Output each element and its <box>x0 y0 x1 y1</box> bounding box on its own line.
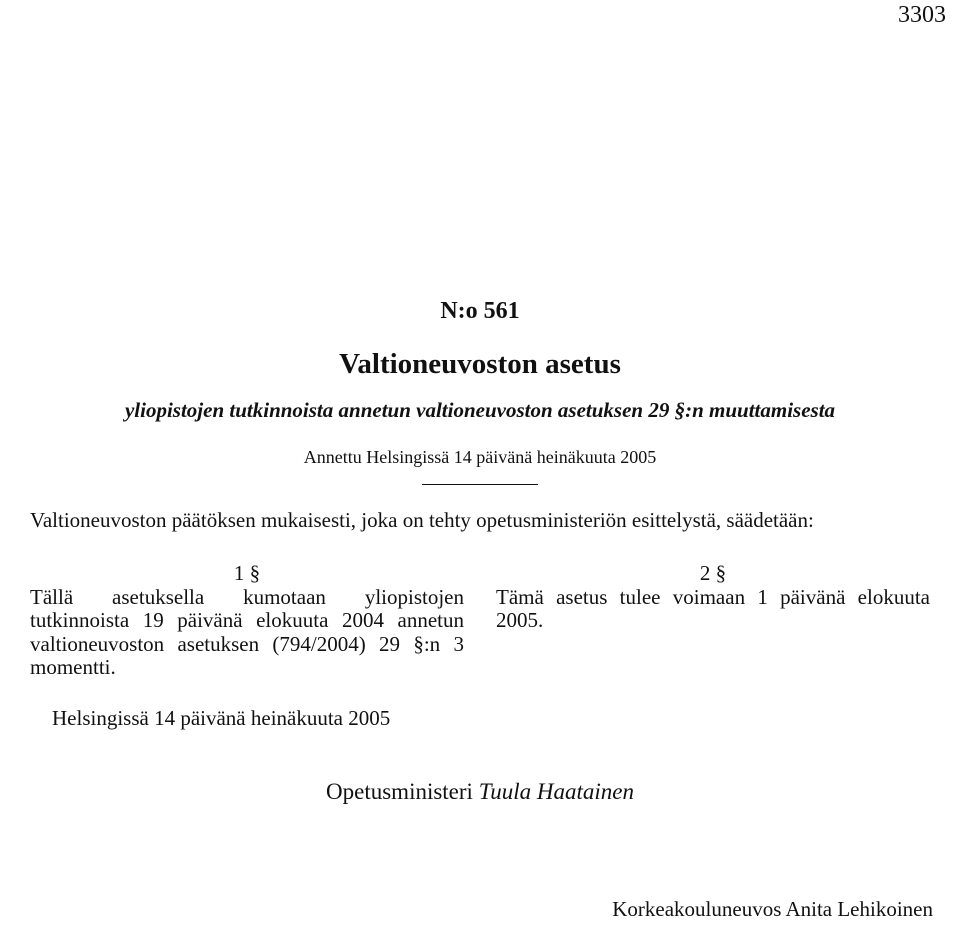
section-heading: 1 § <box>233 561 261 585</box>
section-2 <box>496 562 930 633</box>
page-number: 3303 <box>898 2 946 28</box>
section-1 <box>30 562 464 680</box>
section-heading: 2 § <box>699 561 727 585</box>
minister-signature <box>0 779 960 805</box>
document-number: N:o 561 <box>440 298 520 324</box>
header-divider <box>422 484 538 485</box>
issued-date-line: Annettu Helsingissä 14 päivänä heinäkuuta 2005 <box>303 447 657 467</box>
minister-title: Opetusministeri <box>326 779 473 804</box>
section-text: Tällä asetuksella kumotaan yliopistojen tutkinnoista 19 päivänä elokuuta 2004 annetun valtioneuvoston asetuksen (794/2004) 29 §:n 3 momentti. <box>30 584 464 679</box>
official-signature: Korkeakouluneuvos Anita Lehikoinen <box>612 897 933 921</box>
document-subtitle: yliopistojen tutkinnoista annetun valtioneuvoston asetuksen 29 §:n muuttamisesta <box>124 398 836 422</box>
signing-place-date: Helsingissä 14 päivänä heinäkuuta 2005 <box>52 706 391 730</box>
section-text: Tämä asetus tulee voimaan 1 päivänä elokuuta 2005. <box>496 584 930 632</box>
minister-name: Tuula Haatainen <box>478 779 634 804</box>
document-title: Valtioneuvoston asetus <box>339 348 621 380</box>
preamble: Valtioneuvoston päätöksen mukaisesti, joka on tehty opetusministeriön esittelystä, säädetään: <box>30 508 814 532</box>
